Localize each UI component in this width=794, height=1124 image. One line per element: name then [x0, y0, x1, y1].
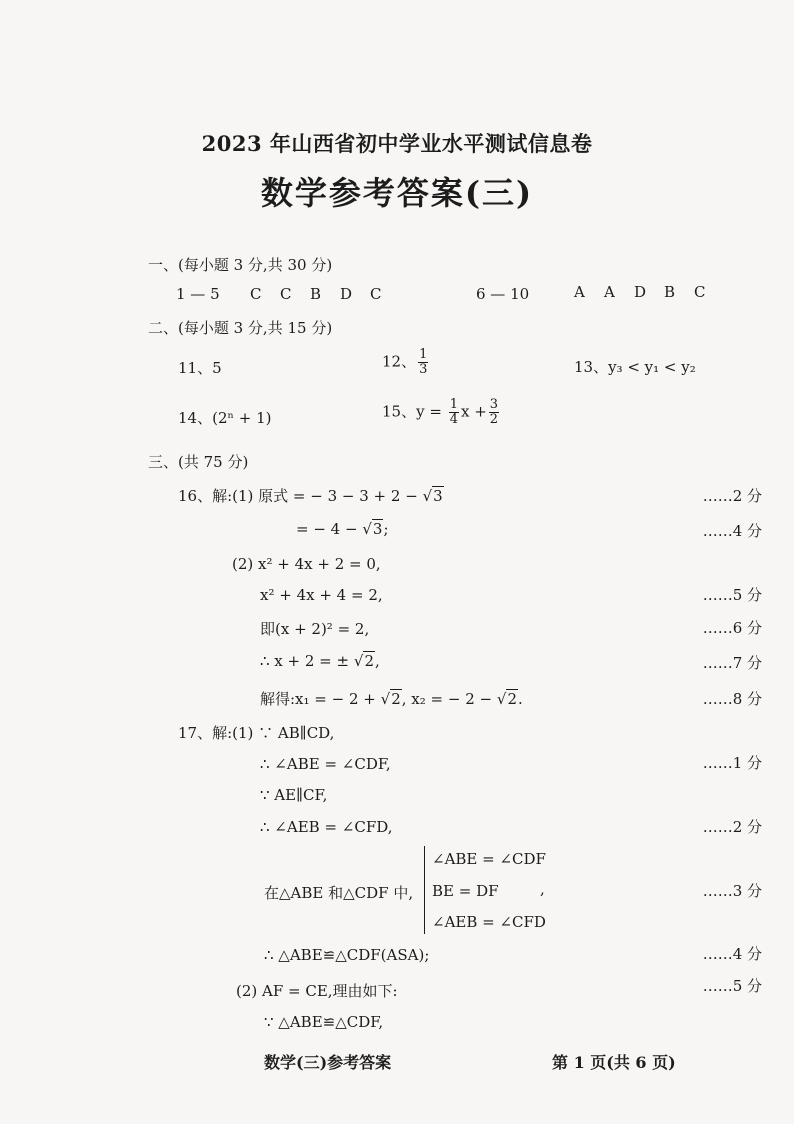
- score-mark: ……6 分: [702, 619, 762, 637]
- q16-line6: [260, 652, 380, 670]
- score-mark: ……4 分: [702, 522, 762, 540]
- score-mark: ……4 分: [702, 945, 762, 963]
- sqrt-expression: √3: [362, 520, 383, 538]
- fraction: [418, 348, 428, 377]
- q16-line4: x² + 4x + 4 = 2,: [260, 586, 383, 604]
- mc-answer: B: [310, 285, 322, 303]
- footer-title: 数学(三)参考答案: [264, 1053, 392, 1072]
- score-mark: ……2 分: [702, 818, 762, 836]
- score-mark: ……3 分: [702, 882, 762, 900]
- answer-q13: 13、y₃ < y₁ < y₂: [574, 358, 696, 376]
- fraction-numerator: 1: [449, 397, 458, 412]
- exam-title: 2023 年山西省初中学业水平测试信息卷: [201, 131, 593, 156]
- fraction-denominator: 2: [489, 412, 499, 427]
- fraction: [449, 398, 459, 427]
- score-mark: ……2 分: [702, 487, 762, 505]
- q17-line2: ∴ ∠ABE = ∠CDF,: [260, 755, 391, 773]
- q16-line6-text: ∴ x + 2 = ±: [260, 652, 350, 670]
- section3-heading: 三、(共 75 分): [148, 453, 249, 471]
- q16-line2: [296, 520, 389, 538]
- score-mark: ……5 分: [702, 977, 762, 995]
- sqrt-expression: √2: [353, 652, 374, 670]
- radicand: 3: [372, 520, 383, 538]
- q16-line5: 即(x + 2)² = 2,: [260, 620, 370, 638]
- q16-line7-text-a: 解得:x₁ = − 2 +: [260, 690, 376, 708]
- radicand: 2: [391, 690, 401, 708]
- q17-line3: ∵ AE∥CF,: [260, 786, 328, 804]
- q16-line3: (2) x² + 4x + 2 = 0,: [232, 555, 381, 573]
- mc-answer: C: [250, 285, 262, 303]
- q16-line1-text: 16、解:(1) 原式 = − 3 − 3 + 2 −: [178, 487, 418, 505]
- fraction-numerator: 3: [489, 397, 499, 412]
- q15-mid: x +: [460, 402, 487, 421]
- fraction: [489, 398, 499, 427]
- score-mark: ……1 分: [702, 754, 762, 772]
- mc-answer: D: [634, 283, 647, 301]
- q17-line7: (2) AF = CE,理由如下:: [236, 982, 398, 1000]
- q16-line7-text-c: .: [517, 690, 523, 708]
- mc-range-6-10: 6 — 10: [476, 285, 530, 303]
- answer-q14: 14、(2ⁿ + 1): [178, 409, 272, 427]
- sqrt-expression: √3: [422, 487, 443, 505]
- system-eq-3: ∠AEB = ∠CFD: [432, 913, 546, 931]
- system-comma: ,: [540, 880, 545, 898]
- q15-label: 15、y =: [382, 402, 442, 421]
- mc-range-1-5: 1 — 5: [176, 285, 220, 303]
- equation-system-brace: [424, 846, 429, 934]
- q16-line6-end: ,: [374, 652, 380, 670]
- mc-answer: C: [694, 283, 706, 301]
- fraction-numerator: 1: [419, 347, 428, 362]
- system-eq-1: ∠ABE = ∠CDF: [432, 850, 546, 868]
- score-mark: ……8 分: [702, 690, 762, 708]
- q16-line7: [260, 688, 523, 709]
- q17-line6: ∴ △ABE≌△CDF(ASA);: [264, 946, 430, 964]
- q16-line2-end: ;: [383, 520, 389, 538]
- radicand: 2: [507, 690, 517, 708]
- q17-line5: 在△ABE 和△CDF 中,: [264, 884, 414, 902]
- section1-heading: 一、(每小题 3 分,共 30 分): [148, 256, 333, 274]
- mc-answer: D: [340, 285, 353, 303]
- mc-answers-6-10: [574, 283, 724, 301]
- radicand: 2: [364, 652, 374, 670]
- mc-answer: A: [574, 283, 585, 301]
- mc-answers-1-5: [250, 285, 400, 303]
- score-mark: ……7 分: [702, 654, 762, 672]
- q12-label: 12、: [382, 352, 417, 371]
- q16-line2-text: = − 4 −: [296, 520, 358, 538]
- mc-answer: C: [280, 285, 292, 303]
- q17-line4: ∴ ∠AEB = ∠CFD,: [260, 818, 393, 836]
- sqrt-expression: √2: [496, 690, 517, 708]
- mc-answer: B: [664, 283, 676, 301]
- page-title: 数学参考答案(三): [260, 174, 534, 212]
- q17-line8: ∵ △ABE≌△CDF,: [264, 1013, 384, 1031]
- fraction-denominator: 4: [449, 412, 458, 427]
- q16-line7-text-b: , x₂ = − 2 −: [401, 690, 493, 708]
- answer-q11: 11、5: [178, 359, 222, 377]
- q17-line1: 17、解:(1) ∵ AB∥CD,: [178, 724, 335, 742]
- mc-answer: C: [370, 285, 382, 303]
- section2-heading: 二、(每小题 3 分,共 15 分): [148, 319, 333, 337]
- q16-line1: [178, 485, 444, 506]
- sqrt-expression: √2: [380, 690, 401, 708]
- page-number: 第 1 页(共 6 页): [552, 1053, 676, 1072]
- answer-q12: [382, 348, 430, 377]
- score-mark: ……5 分: [702, 586, 762, 604]
- mc-answer: A: [604, 283, 615, 301]
- system-eq-2: BE = DF: [432, 882, 499, 900]
- fraction-denominator: 3: [419, 362, 428, 377]
- radicand: 3: [433, 487, 443, 505]
- answer-q15: [382, 398, 501, 427]
